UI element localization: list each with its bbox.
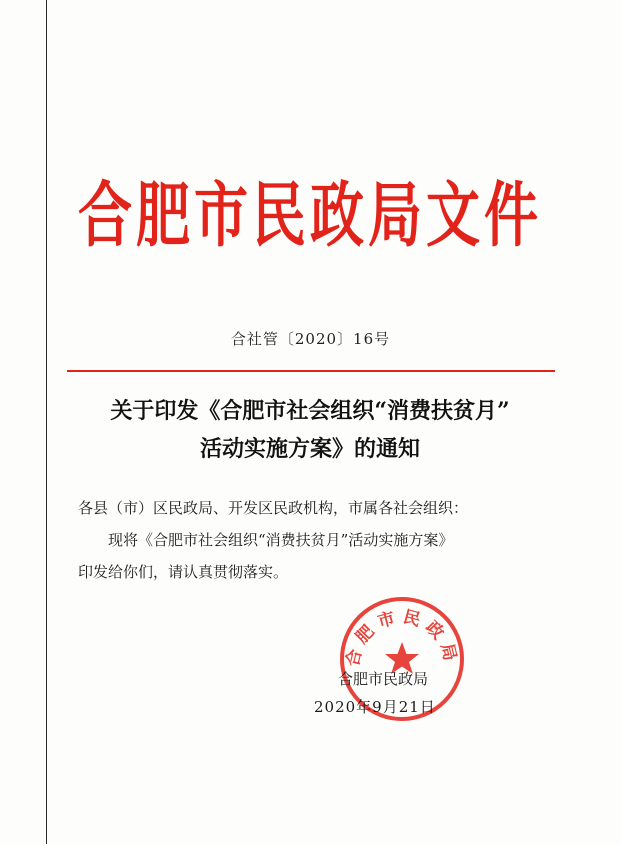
document-title xyxy=(60,392,560,468)
title-line-2: 活动实施方案》的通知 xyxy=(199,436,420,462)
salutation: 各县（市）区民政局、开发区民政机构，市属各社会组织： xyxy=(78,499,469,517)
body-paragraph-line-2: 印发给你们，请认真贯彻落实。 xyxy=(78,563,289,581)
binding-margin-line xyxy=(46,0,47,844)
signature-date: 2020年9月21日 xyxy=(314,698,436,716)
document-number: 合社管〔2020〕16号 xyxy=(230,330,391,348)
document-body xyxy=(78,492,558,588)
title-line-1: 关于印发《合肥市社会组织“消费扶贫月” xyxy=(110,398,510,424)
masthead-title: 合肥市民政局文件 xyxy=(78,173,542,257)
svg-text:合肥市民政局: 合肥市民政局 xyxy=(342,607,462,669)
body-paragraph-line-1: 现将《合肥市社会组织“消费扶贫月”活动实施方案》 xyxy=(108,531,454,549)
signature-organization: 合肥市民政局 xyxy=(338,670,429,688)
red-separator-line xyxy=(67,370,555,372)
